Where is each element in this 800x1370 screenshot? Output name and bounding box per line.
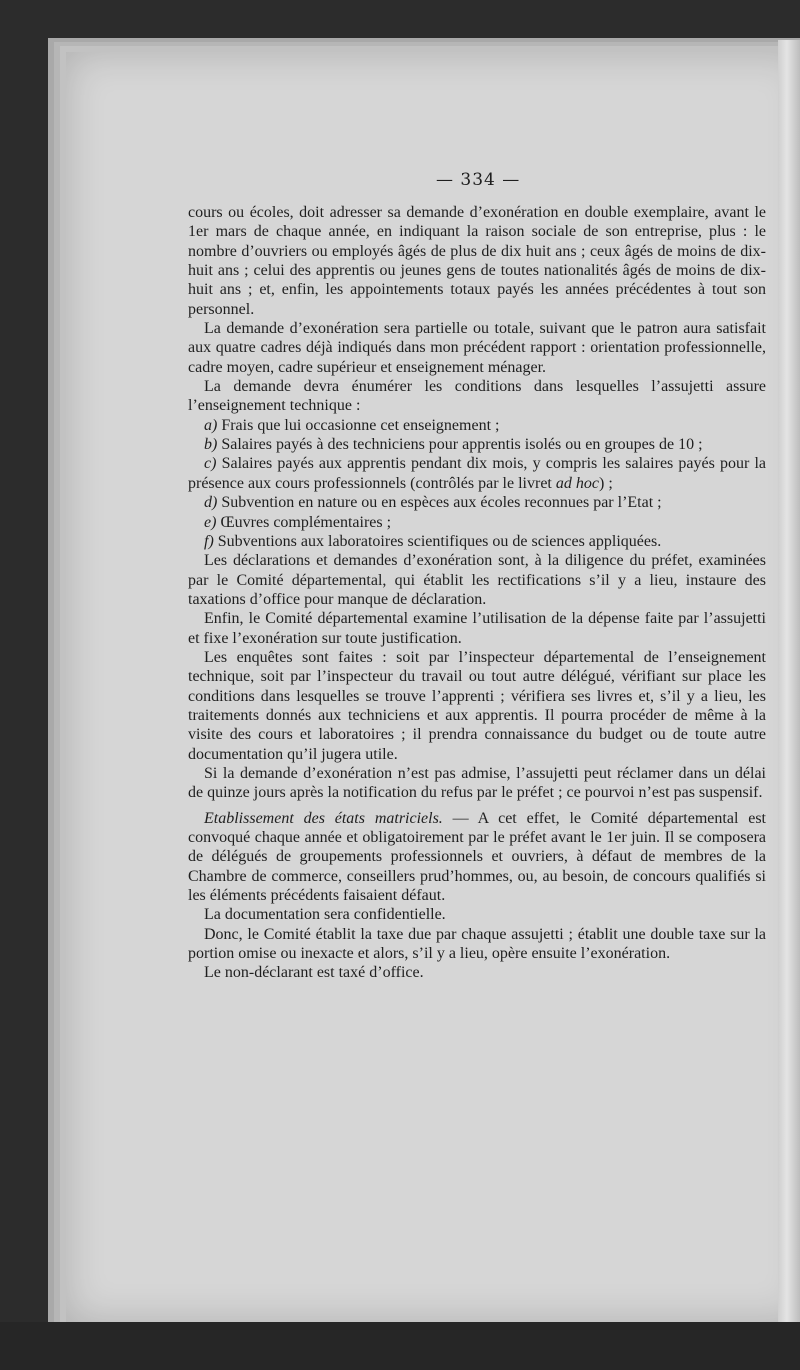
paragraph: Le non-déclarant est taxé d’office. [204,964,424,982]
list-text: Salaires payés aux apprentis pendant dix mois, y compris les salaires payés pour la présence aux cours professionnels (contrôlés par le livret [188,455,766,492]
list-text: Subvention en nature ou en espèces aux écoles reconnues par l’Etat ; [217,494,662,512]
list-item [188,493,766,512]
list-text-tail: ) ; [598,474,613,492]
section-paragraph [188,809,766,906]
list-marker: a) [204,416,218,434]
paragraph: Les déclarations et demandes d’exonération sont, à la diligence du préfet, examinées par le Comité départemental, qui établit les rectifications s’il y a lieu, instaure des taxations d’office pour manque de déclaration. [188,552,766,608]
paragraph: La demande d’exonération sera partielle ou totale, suivant que le patron aura satisfait aux quatre cadres déjà indiqués dans mon précédent rapport : orientation professionnelle, cadre moyen, cadre supérieur et enseignement ménager. [188,320,766,376]
list-item [188,532,766,551]
body-text [188,203,766,983]
page-fold [778,40,800,1370]
list-item [188,513,766,532]
paragraph: Donc, le Comité établit la taxe due par chaque assujetti ; établit une double taxe sur la portion omise ou inexacte et alors, s’il y a lieu, opère ensuite l’exonération. [188,925,766,963]
list-item [188,416,766,435]
list-item [188,454,766,493]
list-text-italic: ad hoc [555,474,599,492]
paragraph: La demande devra énumérer les conditions dans lesquelles l’assujetti assure l’enseignement technique : [188,378,766,415]
list-text: Salaires payés à des techniciens pour apprentis isolés ou en groupes de 10 ; [217,436,703,454]
paragraph: Les enquêtes sont faites : soit par l’inspecteur départemental de l’enseignement technique, soit par l’inspecteur du travail ou tout autre délégué, vérifiant sur place les conditions dans lesquelles se trouve l’apprenti ; vérifiera ses livres et, s’il y a lieu, les traitements donnés aux techniciens et aux apprentis. Il pourra procéder de même à la visite des cours et laboratoires ; il prendra connaissance du budget ou de toute autre documentation qu’il jugera utile. [188,648,766,763]
list-marker: e) [204,513,217,531]
list-marker: f) [204,532,214,550]
page-number: — 334 — [436,170,521,190]
list-marker: d) [204,494,218,512]
paragraph: Si la demande d’exonération n’est pas admise, l’assujetti peut réclamer dans un délai de quinze jours après la notification du refus par le préfet ; ce pourvoi n’est pas suspensif. [188,764,766,802]
list-text: Frais que lui occasionne cet enseignement ; [217,416,500,434]
list-text: Œuvres complémentaires ; [216,513,392,531]
paragraph: Enfin, le Comité départemental examine l’utilisation de la dépense faite par l’assujetti et fixe l’exonération sur toute justification. [188,610,766,647]
list-item [188,435,766,454]
paragraph: cours ou écoles, doit adresser sa demande d’exonération en double exemplaire, avant le 1er mars de chaque année, en indiquant la raison sociale de son entreprise, plus : le nombre d’ouvriers ou employés âgés de plus de dix huit ans ; ceux âgés de moins de dix-huit ans ; celui des apprentis ou jeunes gens de toutes nationalités âgés de moins de dix-huit ans ; et, enfin, les appointements totaux payés les années précédentes à tout son personnel. [188,204,766,318]
list-text: Subventions aux laboratoires scientifiques ou de sciences appliquées. [213,532,662,550]
scan-border [0,1322,800,1370]
section-heading: Etablissement des états matriciels. [204,809,443,827]
list-marker: c) [204,455,217,473]
list-marker: b) [204,436,218,454]
section-text: — A cet effet, le Comité départemental est convoqué chaque année et obligatoirement par le préfet avant le 1er juin. Il se composera de délégués de groupements professionnels et ouvriers, à défaut de membres de la Chambre de commerce, conseillers prud’hommes, ou, au besoin, de concours qualifiés si les éléments précédents faisaient défaut. [188,809,766,905]
paragraph: La documentation sera confidentielle. [204,906,446,924]
